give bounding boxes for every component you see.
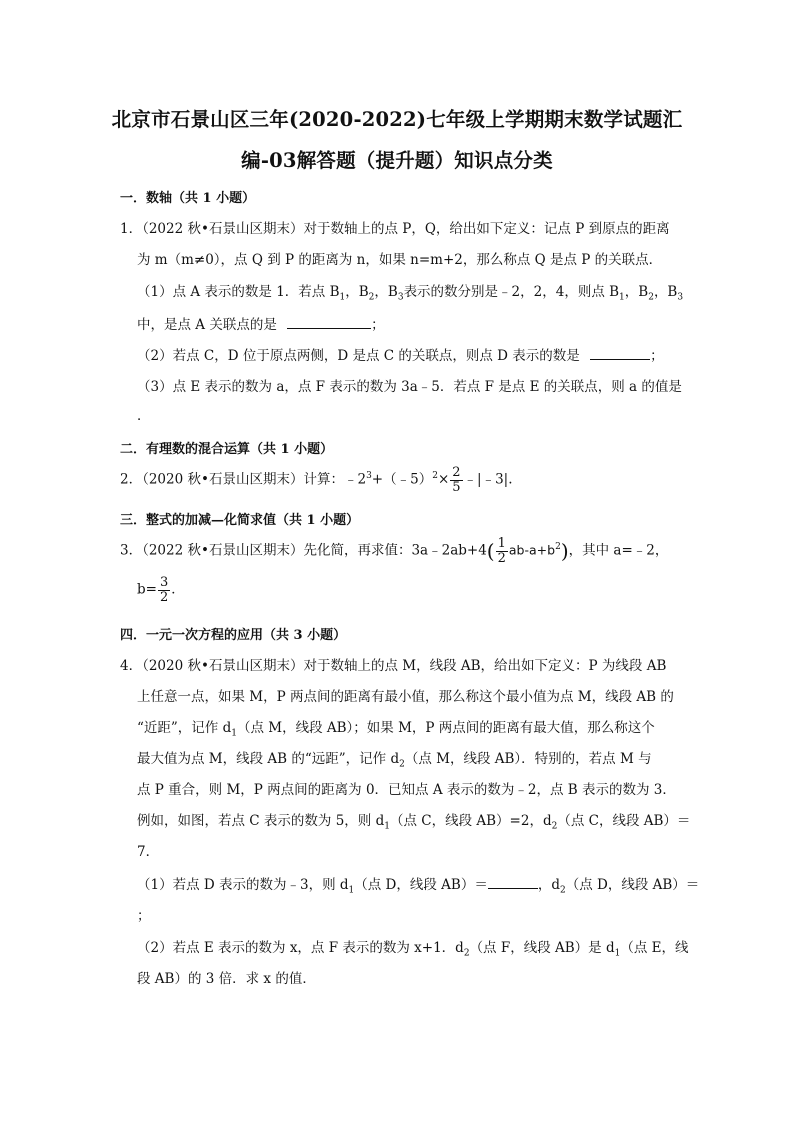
q2-expr-pre: 计算：﹣2 (303, 471, 367, 488)
q1-part-1-text-b: ，B (345, 284, 369, 300)
answer-blank[interactable] (488, 876, 538, 889)
q3-b-pre: b= (137, 581, 157, 598)
q1-part-1-question: 中，是点 A 关联点的是 (137, 317, 277, 333)
q4-l6-b: （点 C，线段 AB）=2，d (389, 813, 552, 829)
q1-line-1 (120, 217, 670, 237)
q4-p1-sub-1: 1 (348, 885, 355, 896)
q1-part-1-text-e: ，B (624, 284, 649, 300)
q4-l3-sub: 1 (231, 728, 237, 739)
q3-b-numerator: 3 (159, 575, 169, 590)
q1-part-1-text-a: （1）点 A 表示的数是 1．若点 B (137, 284, 340, 300)
q4-p1-sub-2: 2 (560, 885, 566, 896)
q2-source: （2020 秋•石景山区期末） (142, 471, 304, 488)
q4-p1-c: ，d (537, 877, 560, 893)
q4-part-1-line-2: ； (137, 908, 151, 924)
q2-frac-numerator: 2 (452, 465, 461, 480)
q1-part-1-text-f: ，B (653, 284, 678, 300)
q1-part-1-line-2 (137, 313, 385, 333)
q1-part-1-text-c: ，B (374, 284, 398, 300)
q1-part-1-text-d: 表示的数分别是﹣2，2，4，则点 B (403, 284, 620, 300)
q2-frac-denominator: 5 (452, 479, 461, 495)
q2-fraction (450, 466, 462, 494)
q4-p2-sub-1: 1 (614, 948, 621, 959)
q4-p1-d: （点 D，线段 AB）＝ (565, 877, 700, 893)
q3-frac-denominator: 2 (497, 550, 506, 566)
q3-frac-numerator: 1 (497, 536, 506, 551)
q3-b-denominator: 2 (159, 589, 169, 605)
q4-source: （2020 秋•石景山区期末） (142, 658, 304, 674)
q4-p2-sub-2: 2 (463, 948, 470, 959)
q2-expr-post: ﹣|﹣3|. (463, 471, 513, 488)
q3-exponent: 2 (555, 542, 561, 553)
q1-sub-1: 1 (339, 292, 346, 303)
q3-left-paren: ( (486, 539, 495, 564)
q4-l6-a: 例如，如图，若点 C 表示的数为 5，则 d (137, 813, 385, 829)
q1-text-1: 对于数轴上的点 P，Q，给出如下定义：记点 P 到原点的距离 (303, 221, 670, 237)
q1-part-1-end: ； (371, 317, 385, 333)
q1-part-2 (137, 344, 664, 364)
q1-sub-2: 2 (368, 292, 375, 303)
q3-expr-inner: ab-a+b (508, 542, 556, 558)
q4-l6-sub-2: 2 (551, 821, 558, 832)
q1-sub-1b: 1 (619, 292, 625, 303)
q4-l4-a: 最大值为点 M，线段 AB 的“远距”，记作 d (137, 751, 400, 767)
q3-expr-pre: 先化简，再求值：3a﹣2ab+4 (303, 542, 487, 559)
q1-line-2: 为 m（m≠0），点 Q 到 P 的距离为 n，如果 n=m+2，那么称点 Q 是点 P 的关联点． (137, 252, 663, 268)
section-heading-3: 三．整式的加减—化简求值（共 1 小题） (120, 513, 360, 528)
q4-p2-a: （2）若点 E 表示的数为 x，点 F 表示的数为 x+1．d (137, 940, 464, 956)
q1-part-2-text: （2）若点 C，D 位于原点两侧，D 是点 C 的关联点，则点 D 表示的数是 (137, 348, 580, 364)
q1-sub-2b: 2 (648, 292, 654, 303)
q4-line-7: 7． (137, 844, 160, 860)
section-heading-1: 一．数轴（共 1 小题） (120, 191, 256, 206)
q1-source: （2022 秋•石景山区期末） (142, 221, 304, 237)
document-title-line-1: 北京市石景山区三年(2020-2022)七年级上学期期末数学试题汇 (111, 108, 683, 131)
q4-l3-a: “近距”，记作 d (137, 720, 232, 736)
q3-line-1 (120, 537, 668, 565)
section-heading-4: 四．一元一次方程的应用（共 3 小题） (120, 628, 347, 643)
q4-part-2-line-2: 段 AB）的 3 倍．求 x 的值． (137, 971, 316, 987)
answer-blank[interactable] (590, 347, 650, 360)
q1-part-3-end: ． (137, 408, 151, 424)
answer-blank[interactable] (287, 316, 371, 329)
q3-right-paren: ) (560, 539, 569, 564)
q3-expr-post: ，其中 a=﹣2， (568, 542, 669, 559)
q4-p1-a: （1）若点 D 表示的数为﹣3，则 d (137, 877, 349, 893)
q4-p2-b: （点 F，线段 AB）是 d (469, 940, 615, 956)
section-heading-2: 二．有理数的混合运算（共 1 小题） (120, 442, 334, 457)
q1-number: 1． (120, 221, 143, 237)
q4-line-4 (137, 747, 652, 770)
q4-line-1 (120, 654, 666, 674)
q2-number: 2． (120, 471, 143, 488)
q4-l4-b: （点 M，线段 AB）．特别的，若点 M 与 (404, 751, 652, 767)
q2-times: × (437, 471, 450, 488)
q4-l6-sub-1: 1 (384, 821, 390, 832)
q4-line-2: 上任意一点，如果 M，P 两点间的距离有最小值，那么称这个最小值为点 M，线段 AB 的 (137, 689, 674, 705)
q4-p2-c: （点 E，线 (620, 940, 689, 956)
q1-part-3: （3）点 E 表示的数为 a，点 F 表示的数为 3a﹣5．若点 F 是点 E 的关联点，则 a 的值是 (137, 379, 682, 395)
q3-source: （2022 秋•石景山区期末） (142, 542, 304, 559)
q1-sub-3: 3 (397, 292, 404, 303)
q4-line-3 (137, 716, 655, 739)
q3-number: 3． (120, 542, 143, 559)
q3-line-2 (137, 576, 185, 604)
q2-expr-mid: +（﹣5） (371, 471, 433, 488)
q4-part-1 (137, 873, 699, 896)
q1-part-2-end: ； (650, 348, 664, 364)
q1-sub-3b: 3 (677, 292, 684, 303)
q2-exponent-1: 3 (366, 471, 372, 482)
q4-l6-c: （点 C，线段 AB）＝ (557, 813, 691, 829)
document-title-line-2: 编-03解答题（提升题）知识点分类 (241, 149, 553, 172)
q4-text-1: 对于数轴上的点 M，线段 AB，给出如下定义：P 为线段 AB (303, 658, 667, 674)
q4-line-5: 点 P 重合，则 M，P 两点间的距离为 0．已知点 A 表示的数为﹣2，点 B 表示的数为 3． (137, 782, 676, 798)
q4-line-6 (137, 809, 690, 832)
q1-part-1 (137, 280, 683, 303)
q2-exponent-2: 2 (432, 471, 438, 482)
q4-l3-b: （点 M，线段 AB）；如果 M，P 两点间的距离有最大值，那么称这个 (236, 720, 655, 736)
q4-part-2 (137, 936, 689, 959)
q3-fraction (496, 537, 508, 565)
q4-l4-sub: 2 (399, 759, 405, 770)
q4-number: 4． (120, 658, 143, 674)
q3-b-post: ． (171, 581, 185, 598)
q4-p1-b: （点 D，线段 AB）＝ (354, 877, 488, 893)
q2-line (120, 466, 513, 494)
q3-b-fraction (158, 576, 170, 604)
